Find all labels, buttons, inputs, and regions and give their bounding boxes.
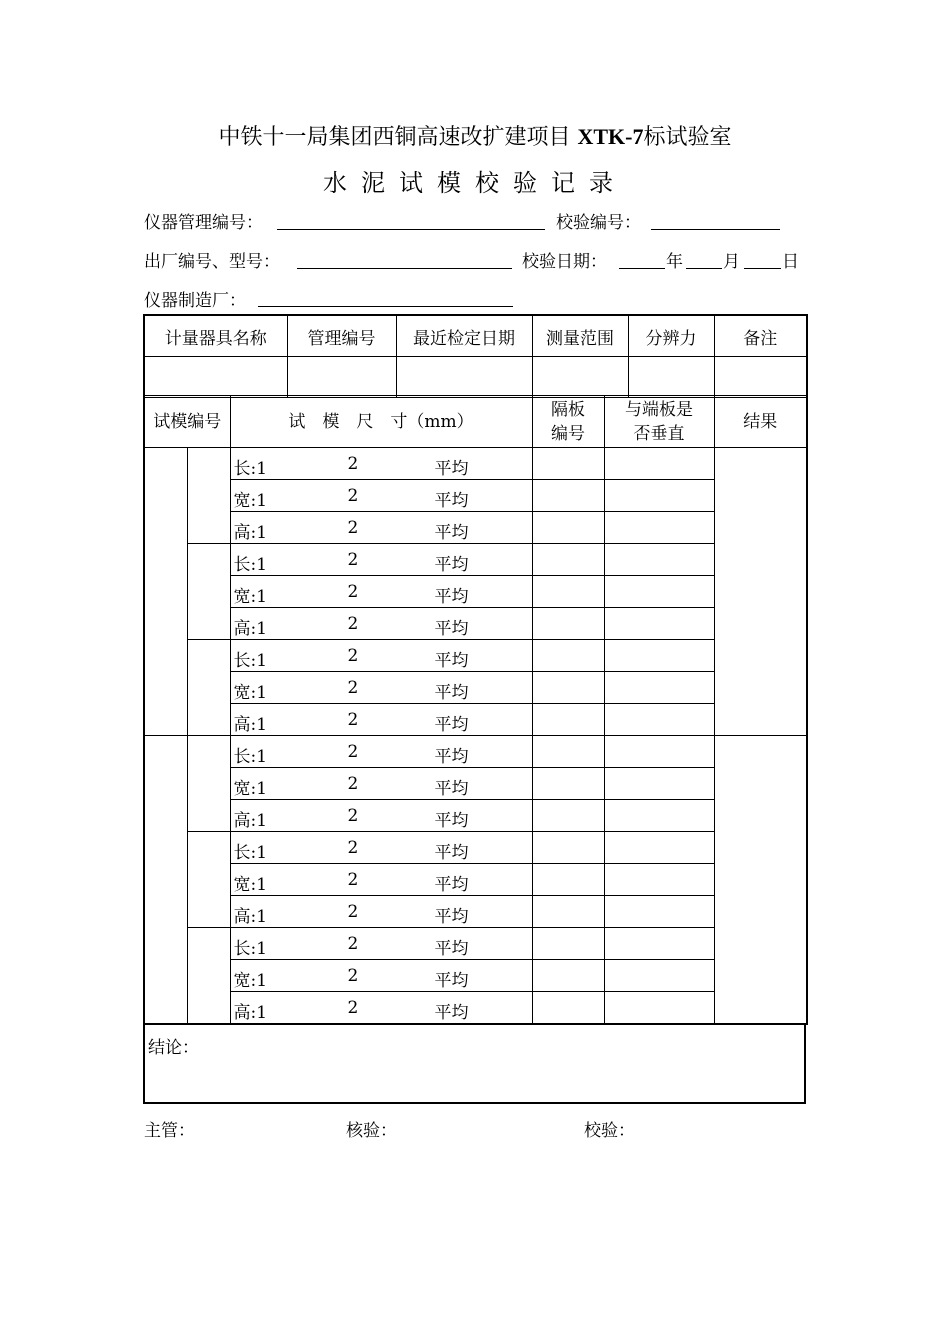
col-result: 结果	[714, 396, 807, 448]
perpendicular-cell[interactable]	[604, 992, 714, 1025]
dimension-measure-cell[interactable]	[230, 928, 532, 960]
month-label: 月	[723, 252, 740, 272]
table-row	[144, 448, 807, 480]
measure-two-label: 2	[347, 934, 359, 954]
measure-one-label: 1	[256, 683, 268, 703]
dimension-label	[234, 870, 268, 895]
measure-average-label: 平均	[434, 875, 469, 895]
table-row	[144, 704, 807, 736]
measure-average-label: 平均	[434, 459, 469, 479]
checker-signature-label: 核验：	[346, 1121, 397, 1141]
dimension-name: 高:	[233, 1003, 257, 1023]
dimension-measure-cell[interactable]	[230, 640, 532, 672]
measure-average-label: 平均	[434, 1003, 469, 1023]
date-year-field[interactable]	[619, 249, 665, 269]
day-label: 日	[782, 252, 799, 272]
measure-two-label: 2	[347, 486, 359, 506]
measure-two-label: 2	[347, 646, 359, 666]
dimension-measure-cell[interactable]	[230, 576, 532, 608]
mold-set-cell[interactable]	[187, 832, 230, 928]
col-instrument-name: 计量器具名称	[144, 315, 287, 357]
dimension-label	[234, 998, 268, 1023]
measure-two-label: 2	[347, 966, 359, 986]
mold-no-cell[interactable]	[144, 448, 187, 736]
dimension-label	[234, 550, 268, 575]
date-day-field[interactable]	[744, 249, 781, 269]
partition-no-cell[interactable]	[532, 800, 604, 832]
table-row	[144, 992, 807, 1025]
measure-one-label: 1	[256, 939, 268, 959]
dimension-measure-cell[interactable]	[230, 704, 532, 736]
table-row	[144, 896, 807, 928]
measure-average-label: 平均	[434, 715, 469, 735]
measure-average-label: 平均	[434, 971, 469, 991]
mold-measurement-table	[143, 395, 808, 1025]
perpendicular-cell[interactable]	[604, 768, 714, 800]
result-cell[interactable]	[714, 448, 807, 736]
perpendicular-cell[interactable]	[604, 608, 714, 640]
equipment-header-row	[144, 315, 807, 357]
col-measuring-range: 测量范围	[532, 315, 628, 357]
measure-two-label: 2	[347, 678, 359, 698]
measure-one-label: 1	[256, 747, 268, 767]
year-label: 年	[666, 252, 683, 272]
calibration-no-label: 校验编号：	[556, 213, 641, 233]
col-mold-no: 试模编号	[144, 396, 230, 448]
dimension-label	[234, 742, 268, 767]
dimension-measure-cell[interactable]	[230, 992, 532, 1025]
dimension-name: 宽:	[233, 875, 257, 895]
dimension-name: 宽:	[233, 491, 257, 511]
measure-two-label: 2	[347, 742, 359, 762]
mold-header-row	[144, 396, 807, 448]
perpendicular-cell[interactable]	[604, 928, 714, 960]
partition-no-line1: 隔板	[551, 399, 585, 420]
result-cell[interactable]	[714, 736, 807, 1025]
measure-average-label: 平均	[434, 555, 469, 575]
perpendicular-cell[interactable]	[604, 480, 714, 512]
calibration-no-field[interactable]	[651, 210, 780, 230]
manufacturer-label: 仪器制造厂：	[144, 291, 246, 311]
value-last-verification-date[interactable]	[396, 357, 532, 398]
measure-two-label: 2	[347, 838, 359, 858]
table-row	[144, 736, 807, 768]
table-row	[144, 512, 807, 544]
perpendicular-cell[interactable]	[604, 576, 714, 608]
dimension-measure-cell[interactable]	[230, 480, 532, 512]
col-last-verification-date: 最近检定日期	[396, 315, 532, 357]
dimension-measure-cell[interactable]	[230, 896, 532, 928]
dimension-label	[234, 774, 268, 799]
measure-two-label: 2	[347, 454, 359, 474]
mold-set-cell[interactable]	[187, 640, 230, 736]
measure-average-label: 平均	[434, 683, 469, 703]
dimension-name: 高:	[233, 811, 257, 831]
dimension-name: 高:	[233, 619, 257, 639]
table-row	[144, 768, 807, 800]
conclusion-box[interactable]	[143, 1023, 806, 1104]
measure-average-label: 平均	[434, 939, 469, 959]
dimension-name: 宽:	[233, 971, 257, 991]
equipment-table	[143, 314, 808, 398]
perpendicular-cell[interactable]	[604, 736, 714, 768]
measure-two-label: 2	[347, 710, 359, 730]
measure-one-label: 1	[256, 651, 268, 671]
value-measuring-range[interactable]	[532, 357, 628, 398]
measure-average-label: 平均	[434, 811, 469, 831]
dimension-measure-cell[interactable]	[230, 736, 532, 768]
measure-two-label: 2	[347, 998, 359, 1018]
dimension-measure-cell[interactable]	[230, 800, 532, 832]
measure-one-label: 1	[256, 715, 268, 735]
dimension-measure-cell[interactable]	[230, 448, 532, 480]
org-prefix: 中铁十一局集团西铜高速改扩建项目	[218, 125, 571, 150]
table-row	[144, 864, 807, 896]
mold-no-cell[interactable]	[144, 736, 187, 1025]
mold-set-cell[interactable]	[187, 736, 230, 832]
dimension-name: 宽:	[233, 683, 257, 703]
dimension-label	[234, 966, 268, 991]
conclusion-label: 结论：	[148, 1038, 199, 1058]
dimension-label	[234, 806, 268, 831]
dimension-name: 长:	[233, 939, 257, 959]
factory-no-model-label: 出厂编号、型号：	[144, 252, 280, 272]
measure-average-label: 平均	[434, 523, 469, 543]
partition-no-cell[interactable]	[532, 832, 604, 864]
dimension-measure-cell[interactable]	[230, 864, 532, 896]
dimension-label	[234, 678, 268, 703]
equipment-value-row	[144, 357, 807, 398]
measure-one-label: 1	[256, 523, 268, 543]
dimension-label	[234, 838, 268, 863]
dimension-measure-cell[interactable]	[230, 608, 532, 640]
partition-no-cell[interactable]	[532, 640, 604, 672]
measure-average-label: 平均	[434, 907, 469, 927]
factory-no-model-field[interactable]	[297, 249, 512, 269]
org-code: XTK-7	[577, 124, 644, 149]
org-suffix: 标试验室	[643, 125, 732, 150]
table-row	[144, 672, 807, 704]
measure-two-label: 2	[347, 582, 359, 602]
col-mold-dimensions: 试 模 尺 寸（mm）	[230, 396, 532, 448]
measure-average-label: 平均	[434, 779, 469, 799]
measure-average-label: 平均	[434, 843, 469, 863]
measure-one-label: 1	[256, 459, 268, 479]
perpendicular-cell[interactable]	[604, 896, 714, 928]
dimension-label	[234, 614, 268, 639]
partition-no-cell[interactable]	[532, 960, 604, 992]
dimension-label	[234, 646, 268, 671]
table-row	[144, 640, 807, 672]
dimension-name: 高:	[233, 715, 257, 735]
dimension-label	[234, 710, 268, 735]
instrument-mgmt-no-label: 仪器管理编号：	[144, 213, 263, 233]
dimension-measure-cell[interactable]	[230, 512, 532, 544]
dimension-name: 长:	[233, 747, 257, 767]
value-resolution[interactable]	[628, 357, 714, 398]
partition-no-cell[interactable]	[532, 864, 604, 896]
table-row	[144, 576, 807, 608]
measure-one-label: 1	[256, 491, 268, 511]
dimension-name: 长:	[233, 555, 257, 575]
calibrator-signature-label: 校验：	[584, 1121, 635, 1141]
partition-no-cell[interactable]	[532, 480, 604, 512]
measure-one-label: 1	[256, 587, 268, 607]
partition-no-cell[interactable]	[532, 608, 604, 640]
mold-set-cell[interactable]	[187, 544, 230, 640]
col-mgmt-no: 管理编号	[287, 315, 396, 357]
dimension-measure-cell[interactable]	[230, 544, 532, 576]
measure-two-label: 2	[347, 614, 359, 634]
perpendicular-cell[interactable]	[604, 544, 714, 576]
table-row	[144, 960, 807, 992]
dimension-measure-cell[interactable]	[230, 672, 532, 704]
measure-one-label: 1	[256, 555, 268, 575]
mold-set-cell[interactable]	[187, 448, 230, 544]
table-row	[144, 544, 807, 576]
perpendicular-cell[interactable]	[604, 704, 714, 736]
measure-one-label: 1	[256, 779, 268, 799]
measure-average-label: 平均	[434, 491, 469, 511]
perpendicular-line1: 与端板是	[625, 399, 693, 420]
col-remarks: 备注	[714, 315, 807, 357]
dimension-name: 宽:	[233, 587, 257, 607]
organization-title	[0, 120, 950, 151]
col-resolution: 分辨力	[628, 315, 714, 357]
measure-average-label: 平均	[434, 747, 469, 767]
dimension-name: 长:	[233, 843, 257, 863]
measure-one-label: 1	[256, 907, 268, 927]
dimension-measure-cell[interactable]	[230, 832, 532, 864]
measure-two-label: 2	[347, 870, 359, 890]
measure-two-label: 2	[347, 902, 359, 922]
measure-two-label: 2	[347, 774, 359, 794]
dimension-name: 高:	[233, 523, 257, 543]
perpendicular-cell[interactable]	[604, 864, 714, 896]
partition-no-cell[interactable]	[532, 448, 604, 480]
document-title: 水泥试模校验记录	[323, 169, 627, 197]
perpendicular-line2: 否垂直	[633, 423, 685, 444]
col-perpendicular	[604, 396, 714, 448]
perpendicular-cell[interactable]	[604, 672, 714, 704]
perpendicular-cell[interactable]	[604, 448, 714, 480]
measure-one-label: 1	[256, 1003, 268, 1023]
partition-no-cell[interactable]	[532, 896, 604, 928]
dimension-label	[234, 454, 268, 479]
measure-average-label: 平均	[434, 587, 469, 607]
date-month-field[interactable]	[686, 249, 722, 269]
value-mgmt-no[interactable]	[287, 357, 396, 398]
measure-average-label: 平均	[434, 619, 469, 639]
measure-two-label: 2	[347, 550, 359, 570]
dimension-name: 长:	[233, 459, 257, 479]
dimension-measure-cell[interactable]	[230, 960, 532, 992]
table-row	[144, 832, 807, 864]
table-row	[144, 480, 807, 512]
table-row	[144, 800, 807, 832]
partition-no-cell[interactable]	[532, 992, 604, 1025]
measure-average-label: 平均	[434, 651, 469, 671]
measure-one-label: 1	[256, 971, 268, 991]
dimension-name: 宽:	[233, 779, 257, 799]
value-remarks[interactable]	[714, 357, 807, 398]
table-row	[144, 928, 807, 960]
partition-no-cell[interactable]	[532, 768, 604, 800]
partition-no-line2: 编号	[551, 423, 585, 444]
table-row	[144, 608, 807, 640]
partition-no-cell[interactable]	[532, 512, 604, 544]
measure-one-label: 1	[256, 619, 268, 639]
measure-two-label: 2	[347, 806, 359, 826]
partition-no-cell[interactable]	[532, 576, 604, 608]
partition-no-cell[interactable]	[532, 544, 604, 576]
calibration-date-label: 校验日期：	[522, 252, 607, 272]
measure-one-label: 1	[256, 843, 268, 863]
manufacturer-field[interactable]	[258, 287, 513, 307]
dimension-name: 高:	[233, 907, 257, 927]
measure-two-label: 2	[347, 518, 359, 538]
value-instrument-name[interactable]	[144, 357, 287, 398]
perpendicular-cell[interactable]	[604, 960, 714, 992]
dimension-label	[234, 902, 268, 927]
dimension-label	[234, 934, 268, 959]
partition-no-cell[interactable]	[532, 672, 604, 704]
partition-no-cell[interactable]	[532, 704, 604, 736]
dimension-label	[234, 518, 268, 543]
dimension-label	[234, 486, 268, 511]
col-partition-no	[532, 396, 604, 448]
perpendicular-cell[interactable]	[604, 832, 714, 864]
mold-set-cell[interactable]	[187, 928, 230, 1025]
supervisor-signature-label: 主管：	[144, 1121, 195, 1141]
dimension-measure-cell[interactable]	[230, 768, 532, 800]
instrument-mgmt-no-field[interactable]	[277, 210, 545, 230]
dimension-name: 长:	[233, 651, 257, 671]
measure-one-label: 1	[256, 811, 268, 831]
perpendicular-cell[interactable]	[604, 800, 714, 832]
dimension-label	[234, 582, 268, 607]
partition-no-cell[interactable]	[532, 928, 604, 960]
partition-no-cell[interactable]	[532, 736, 604, 768]
measure-one-label: 1	[256, 875, 268, 895]
perpendicular-cell[interactable]	[604, 640, 714, 672]
perpendicular-cell[interactable]	[604, 512, 714, 544]
